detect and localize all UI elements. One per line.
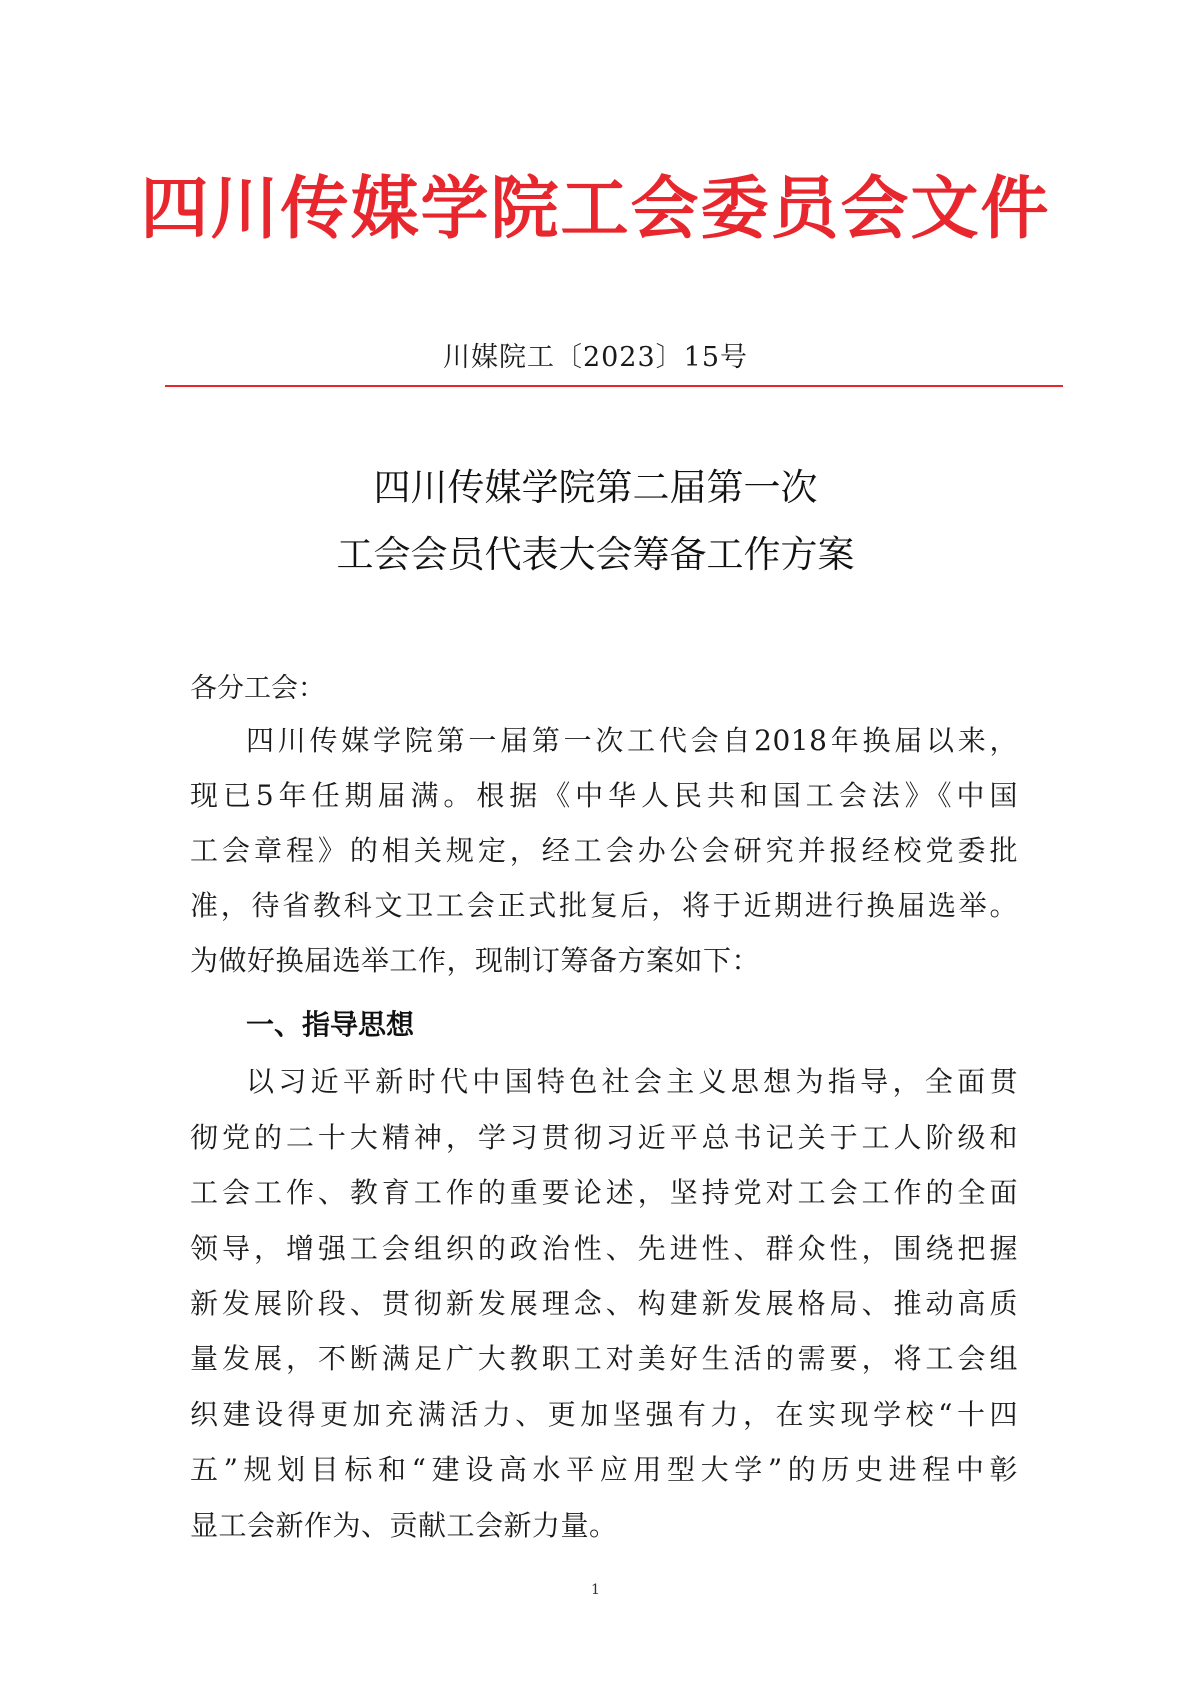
section-line: 彻党的二十大精神，学习贯彻习近平总书记关于工人阶级和 xyxy=(190,1121,1018,1154)
intro-line: 工会章程》的相关规定，经工会办公会研究并报经校党委批 xyxy=(190,834,1018,867)
intro-line: 现已5年任期届满。根据《中华人民共和国工会法》《中国 xyxy=(190,779,1018,812)
section-heading-guiding-ideology: 一、指导思想 xyxy=(246,1008,415,1041)
intro-line: 为做好换届选举工作，现制订筹备方案如下： xyxy=(190,944,761,977)
intro-line: 准，待省教科文卫工会正式批复后，将于近期进行换届选举。 xyxy=(190,889,1018,922)
section-line: 显工会新作为、贡献工会新力量。 xyxy=(190,1509,618,1542)
section-line: 量发展，不断满足广大教职工对美好生活的需要，将工会组 xyxy=(190,1342,1018,1375)
document-title-line-1: 四川传媒学院第二届第一次 xyxy=(373,466,818,509)
greeting: 各分工会： xyxy=(190,673,325,704)
section-line: 以习近平新时代中国特色社会主义思想为指导，全面贯 xyxy=(246,1065,1018,1098)
masthead-title: 四川传媒学院工会委员会文件 xyxy=(140,170,1051,249)
intro-line: 四川传媒学院第一届第一次工代会自2018年换届以来， xyxy=(246,724,1018,757)
section-line: 新发展阶段、贯彻新发展理念、构建新发展格局、推动高质 xyxy=(190,1287,1018,1320)
page-number: 1 xyxy=(591,1582,600,1598)
red-divider-rule xyxy=(165,385,1063,387)
section-line: 工会工作、教育工作的重要论述，坚持党对工会工作的全面 xyxy=(190,1176,1018,1209)
section-line: 织建设得更加充满活力、更加坚强有力，在实现学校“十四 xyxy=(190,1398,1018,1431)
document-number: 川媒院工〔2023〕15号 xyxy=(442,342,749,373)
section-line: 五”规划目标和“建设高水平应用型大学”的历史进程中彰 xyxy=(190,1453,1018,1486)
section-line: 领导，增强工会组织的政治性、先进性、群众性，围绕把握 xyxy=(190,1232,1018,1265)
document-title-line-2: 工会会员代表大会筹备工作方案 xyxy=(336,533,855,576)
